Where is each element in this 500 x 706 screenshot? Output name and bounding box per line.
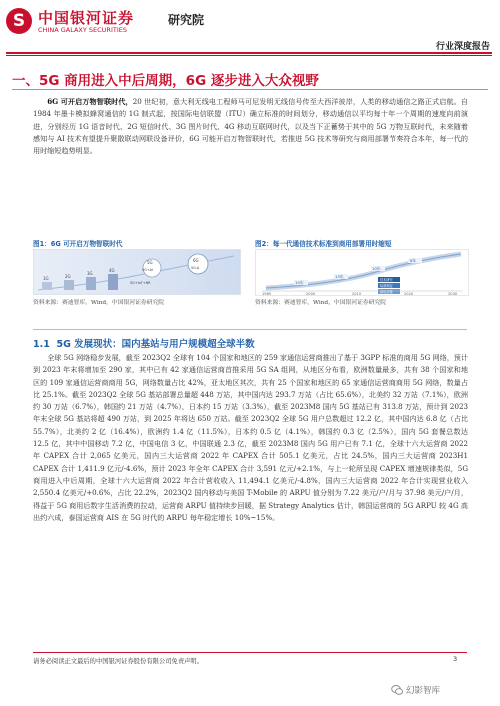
institute-label: 研究院 <box>168 13 205 27</box>
fig2-axis-tick: 1985 <box>262 292 272 295</box>
fig2-axis-tick: 2010 <box>352 292 362 295</box>
logo-letter: S <box>12 11 26 31</box>
fig1-label: 4G <box>109 268 115 273</box>
figure1-source: 资料来源：赛迪智库，Wind，中国银河证券研究院 <box>33 300 165 306</box>
figure2-source: 资料来源：赛迪智库，Wind，中国银河证券研究院 <box>255 300 387 306</box>
figure2-image <box>255 249 469 296</box>
section1-paragraph <box>33 96 468 232</box>
fig2-legend: 标准制定 <box>380 284 393 288</box>
wechat-icon <box>391 684 403 696</box>
fig1-label: 1G <box>43 276 49 281</box>
section-divider <box>12 89 488 90</box>
footer-divider <box>33 652 467 653</box>
header-divider <box>6 52 492 54</box>
fig2-axis-tick: 2030 <box>448 292 458 295</box>
page-number: 3 <box>453 655 458 663</box>
fig1-label: 5G-A <box>191 266 200 270</box>
fig2-legend: 商用部署 <box>380 290 393 294</box>
fig2-label: 15年 <box>295 280 304 285</box>
fig1-label: 3G <box>87 271 93 276</box>
fig2-legend: 技术研究 <box>380 278 393 282</box>
figure1-title: 图1：6G 可开启万物智联时代 <box>33 240 123 248</box>
fig2-axis-tick: 2000 <box>306 292 316 295</box>
report-type: 行业深度报告 <box>435 42 490 52</box>
watermark-text: 幻影智库 <box>406 686 441 696</box>
fig2-label: 6年 <box>410 258 417 263</box>
lead-sentence: 6G 可开启万物智联时代， <box>47 97 133 106</box>
figure1-image <box>33 249 241 295</box>
subsection-title <box>33 336 255 350</box>
header-divider-thin <box>6 55 492 56</box>
section2-paragraph <box>33 352 468 646</box>
body-text: 全球 5G 网络稳步发展，截至 2023Q2 全球有 104 个国家和地区的 259 家通信运营商推出了基于 3GPP 标准的商用 5G 网络，预计到 2023 年末将增加至 290 家，其中已有 42 家通信运营商首推采用 5G SA 组网，从地区分布看，欧洲数量最多，共有 38 个国家和地区的 109 家通信运营商商用 5G，网络数量占比 42%，亚太地区其次，共有 25 个国家和地区的 65 家通信运营商商用 5G 网络，数量占比 25.1%。截至 2023Q2 全球 5G 基站部署总量超 448 万站，其中国内达 293.7 万站（占比 65.6%），北美约 32 万站（7.1%），欧洲约 30 万站（6.7%），韩国约 21 万站（4.7%），日本约 15 万站（3.3%），截至 2023M8 国内 5G 基站已有 313.8 万站，预计到 2023 年末全球 5G 基站将超 490 万站，到 2025 年将达 650 万站。截至 2023Q2 全球 5G 用户总数超过 12.2 亿，其中国内达 6.8 亿（占比 55.7%），北美约 2 亿（16.4%），欧洲约 1.4 亿（11.5%），日本约 0.5 亿（4.1%），韩国约 0.3 亿（2.5%），国内 5G 套餐总数达 12.5 亿，其中中国移动 7.2 亿，中国电信 3 亿，中国联通 2.3 亿，截至 2023M8 国内 5G 用户已有 7.1 亿，全球十六大运营商 2022 年 CAPEX 合计 2,065 亿美元，国内三大运营商 2022 年 CAPEX 合计 505.1 亿美元，占比 24.5%，国内三大运营商 2023H1 CAPEX 合计 1,411.9 亿元/-4.6%，预计 2023 年全年 CAPEX 合计 3,591 亿元/+2.1%，与上一轮所呈现 CAPEX 增速规律类似，5G 商用进入中后周期，全球十六大运营商 2022 年合计营收收入 11,494.1 亿美元/-4.8%，国内三大运营商 2022 年合计实现营业收入 2,550.4 亿美元/+0.6%，占比 22.2%，2023Q2 国内移动与美国 T-Mobile 的 ARPU 值分别为 7.22 美元/户/月与 37.98 美元/户/月，得益于 5G 商用后数字生活消费的拉动，运营商 ARPU 值持续步回暖，据 Strategy Analytics 估计，韩国运营商的 5G ARPU 较 4G 高出约六成，泰国运营商 AIS 在 5G 时代的 ARPU 每年稳定增长 10%~15%。 <box>33 353 468 522</box>
section-divider <box>33 329 467 330</box>
fig1-label: 2G <box>65 274 71 279</box>
figure2-title: 图2：每一代通信技术标准到商用部署用时缩短 <box>255 240 392 248</box>
fig1-label: 5G+AI <box>142 268 153 272</box>
fig1-label: 5G <box>147 260 153 265</box>
fig2-label: 10年 <box>372 266 381 271</box>
body-text: 20 世纪初，意大利无线电工程师马可尼发明无线信号传至大西洋彼岸，人类的移动通信之路正式启航。自 1984 年墨卡模拟蜂窝通信的 1G 制式起，按国际电信联盟（ITU）确立标准的时间划分，移动通信以平均每十年一个周期的速度向前演进，分别经历 1G 语音时代、2G 短信时代、3G 图片时代、4G 移动互联网时代，以及当下正蓄势于其中的 5G 万物互联时代，未来随着感知与 AI 技术有望提升聚散联动网联设备评价，6G 可能开启万物智联时代，若推进 5G 技术等研究与商用部署节奏符合本年，每一代的用时缩短趋势明显。 <box>33 97 468 156</box>
logo-english-name: CHINA GALAXY SECURITIES <box>38 26 127 34</box>
fig1-label: 6G <box>193 258 199 263</box>
section-title: 一、5G 商用进入中后周期，6G 逐步进入大众视野 <box>12 73 319 89</box>
fig2-label: 13年 <box>335 274 344 279</box>
fig1-label: 5G+IoT+NR <box>130 281 151 285</box>
logo-company-name: 中国银河证券 <box>38 9 135 27</box>
footer-disclaimer: 请务必阅读正文最后的中国银河证券股份有限公司免责声明。 <box>33 658 204 665</box>
subsection-number: 1.1 <box>33 339 50 350</box>
subsection-heading: 5G 发展现状：国内基站与用户规模超全球半数 <box>56 339 255 350</box>
fig2-axis-tick: 2020 <box>404 292 414 295</box>
